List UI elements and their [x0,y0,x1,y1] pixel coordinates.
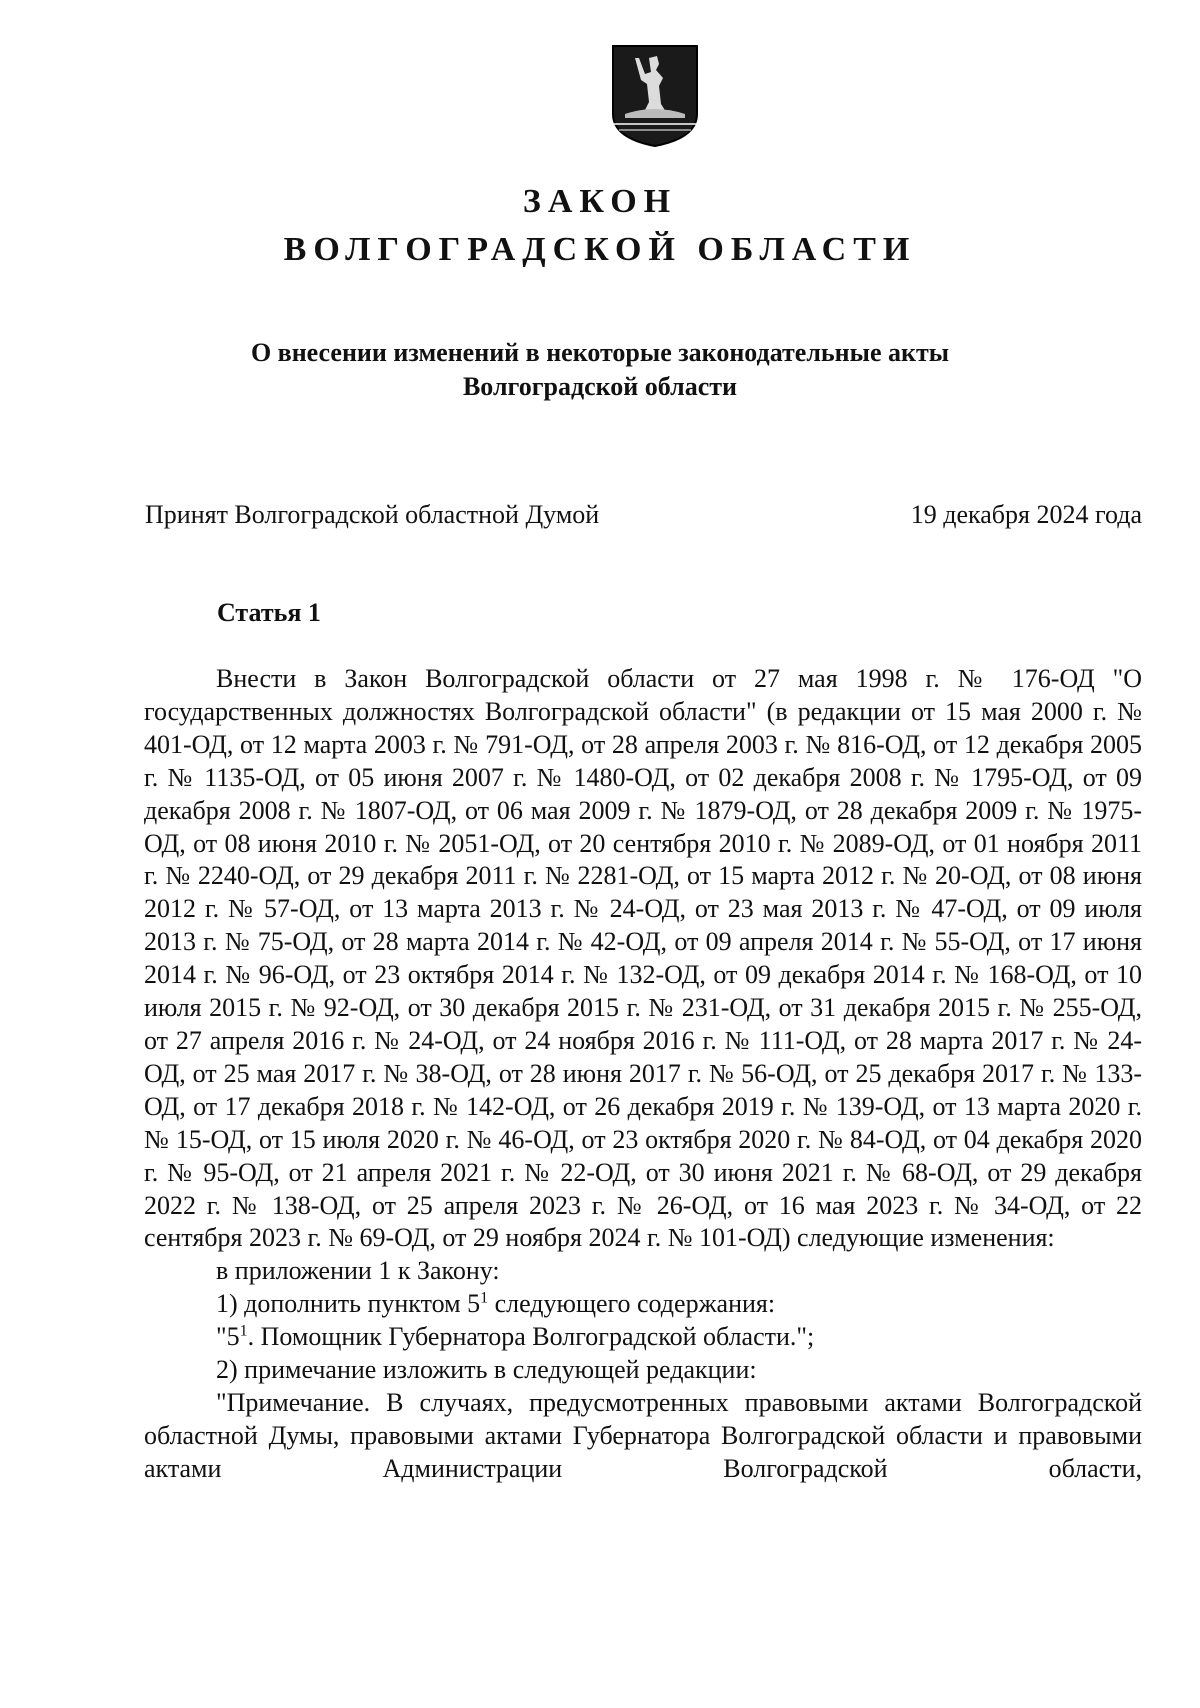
note-paragraph: "Примечание. В случаях, предусмотренных правовыми актами Волгоградской областной Думы, правовыми актами Губернатора Волгоградской области и правовыми актами Администрации Волгоградской области, [144,1387,1142,1483]
article-intro-paragraph: Внести в Закон Волгоградской области от 27 мая 1998 г. № 176-ОД "О государственных должностях Волгоградской области" (в редакции от 15 мая 2000 г. № 401-ОД, от 12 марта 2003 г. № 791-ОД, от 28 апреля 2003 г. № 816-ОД, от 12 декабря 2005 г. № 1135-ОД, от 05 июня 2007 г. № 1480-ОД, от 02 декабря 2008 г. № 1795-ОД, от 09 декабря 2008 г. № 1807-ОД, от 06 мая 2009 г. № 1879-ОД, от 28 декабря 2009 г. № 1975-ОД, от 08 июня 2010 г. № 2051-ОД, от 20 сентября 2010 г. № 2089-ОД, от 01 ноября 2011 г. № 2240-ОД, от 29 декабря 2011 г. № 2281-ОД, от 15 марта 2012 г. № 20-ОД, от 08 июня 2012 г. № 57-ОД, от 13 марта 2013 г. № 24-ОД, от 23 мая 2013 г. № 47-ОД, от 09 июля 2013 г. № 75-ОД, от 28 марта 2014 г. № 42-ОД, от 09 апреля 2014 г. № 55-ОД, от 17 июня 2014 г. № 96-ОД, от 23 октября 2014 г. № 132-ОД, от 09 декабря 2014 г. № 168-ОД, от 10 июля 2015 г. № 92-ОД, от 30 декабря 2015 г. № 231-ОД, от 31 декабря 2015 г. № 255-ОД, от 27 апреля 2016 г. № 24-ОД, от 24 ноября 2016 г. № 111-ОД, от 28 марта 2017 г. № 24-ОД, от 25 мая 2017 г. № 38-ОД, от 28 июня 2017 г. № 56-ОД, от 25 декабря 2017 г. № 133-ОД, от 17 декабря 2018 г. № 142-ОД, от 26 декабря 2019 г. № 139-ОД, от 13 марта 2020 г. № 15-ОД, от 15 июля 2020 г. № 46-ОД, от 23 октября 2020 г. № 84-ОД, от 04 декабря 2020 г. № 95-ОД, от 21 апреля 2021 г. № 22-ОД, от 30 июня 2021 г. № 68-ОД, от 29 декабря 2022 г. № 138-ОД, от 25 апреля 2023 г. № 26-ОД, от 16 мая 2023 г. № 34-ОД, от 22 сентября 2023 г. № 69-ОД, от 29 ноября 2024 г. № 101-ОД) следующие изменения: [144,664,1142,1253]
law-title: ЗАКОН [522,183,678,220]
amendment-quote-text: . Помощник Губернатора Волгоградской области."; [247,1322,815,1352]
law-subject-line-1: О внесении изменений в некоторые законодательные акты [250,338,950,367]
superscript: 1 [239,1322,248,1340]
amendment-item-1-text: 1) дополнить пунктом 5 [216,1289,481,1319]
article-body [144,663,1142,1486]
superscript: 1 [480,1289,489,1307]
adoption-statement: Принят Волгоградской областной Думой [145,500,600,529]
amendment-item-1 [144,1288,1142,1321]
law-subject-line-2: Волгоградской области [462,372,738,401]
appendix-reference: в приложении 1 к Закону: [216,1256,500,1286]
article-heading: Статья 1 [217,598,321,627]
amendment-quote-prefix: "5 [216,1322,240,1352]
law-region-title: ВОЛГОГРАДСКОЙ ОБЛАСТИ [283,231,917,268]
adoption-date: 19 декабря 2024 года [910,500,1142,529]
volgograd-coat-of-arms-icon [611,44,699,148]
amendment-quote [144,1321,1142,1354]
amendment-item-2: 2) примечание изложить в следующей редакции: [216,1355,757,1385]
amendment-item-1-suffix: следующего содержания: [488,1289,776,1319]
